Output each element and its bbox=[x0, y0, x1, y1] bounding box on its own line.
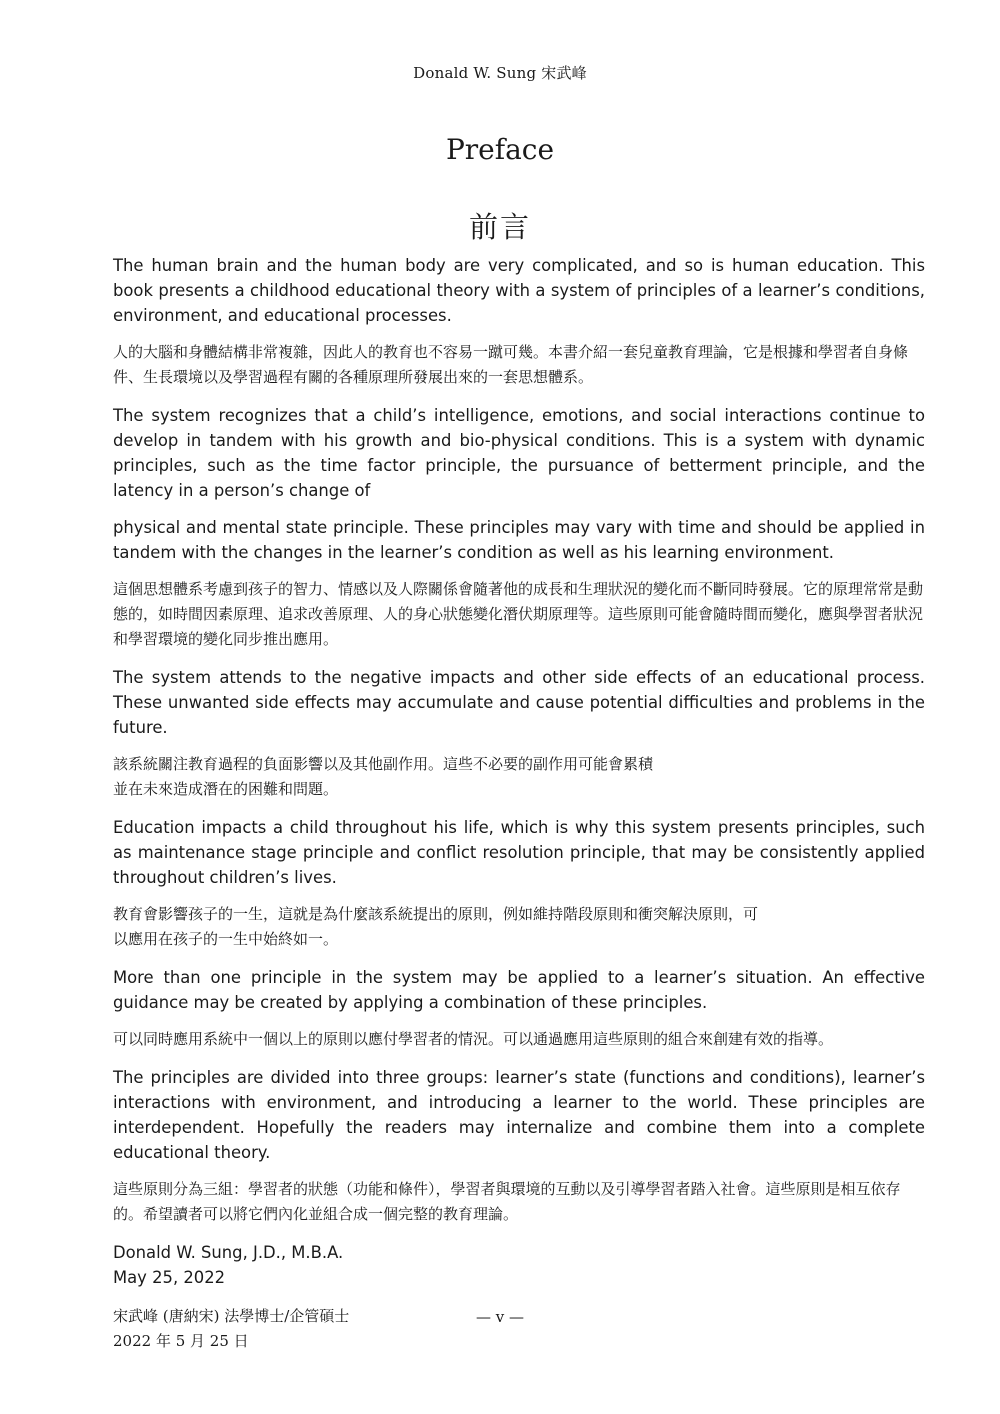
preface-body bbox=[113, 253, 925, 1354]
paragraph-4-english: Education impacts a child throughout his life, which is why this system presents principles, such as maintenance stage principle and conflict resolution principle, that may be consistently applied throughout children’s lives. bbox=[113, 818, 925, 887]
paragraph-3-chinese bbox=[113, 752, 925, 802]
paragraph-1-chinese: 人的大腦和身體結構非常複雜，因此人的教育也不容易一蹴可幾。本書介紹一套兒童教育理論，它是根據和學習者自身條件、生長環境以及學習過程有關的各種原理所發展出來的一套思想體系。 bbox=[113, 343, 909, 386]
page-title-english: Preface bbox=[445, 133, 555, 166]
signature-name-chinese: 宋武峰 (唐納宋) 法學博士/企管碩士 bbox=[113, 1307, 350, 1325]
paragraph-5-chinese: 可以同時應用系統中一個以上的原則以應付學習者的情況。可以通過應用這些原則的組合來創建有效的指導。 bbox=[113, 1030, 834, 1048]
signature-date-chinese: 2022 年 5 月 25 日 bbox=[113, 1332, 249, 1350]
paragraph-2-chinese: 這個思想體系考慮到孩子的智力、情感以及人際關係會隨著他的成長和生理狀況的變化而不斷同時發展。它的原理常常是動態的，如時間因素原理、追求改善原理、人的身心狀態變化潛伏期原理等。這些原則可能會隨時間而變化，應與學習者狀況和學習環境的變化同步推出應用。 bbox=[113, 580, 924, 648]
paragraph-6-chinese: 這些原則分為三組：學習者的狀態（功能和條件），學習者與環境的互動以及引導學習者踏入社會。這些原則是相互依存的。希望讀者可以將它們內化並組合成一個完整的教育理論。 bbox=[113, 1180, 901, 1223]
paragraph-5-english: More than one principle in the system may be applied to a learner’s situation. An effective guidance may be created by applying a combination of these principles. bbox=[113, 968, 925, 1012]
paragraph-3-chinese-line-2: 並在未來造成潛在的困難和問題。 bbox=[113, 780, 339, 798]
paragraph-2-english-continued: physical and mental state principle. These principles may vary with time and should be applied in tandem with the changes in the learner’s condition as well as his learning environment. bbox=[113, 518, 925, 562]
running-header: Donald W. Sung 宋武峰 bbox=[413, 64, 587, 82]
paragraph-2-english: The system recognizes that a child’s intelligence, emotions, and social interactions continue to develop in tandem with his growth and bio-physical conditions. This is a system with dynamic principles, such as the time factor principle, the pursuance of betterment principle, and the latency in a person’s change of bbox=[113, 406, 925, 500]
paragraph-4-chinese bbox=[113, 902, 925, 952]
page-number: — v — bbox=[475, 1308, 524, 1326]
paragraph-4-chinese-line-2: 以應用在孩子的一生中始終如一。 bbox=[113, 930, 339, 948]
paragraph-3-english: The system attends to the negative impacts and other side effects of an educational process. These unwanted side effects may accumulate and cause potential difficulties and problems in the future. bbox=[113, 668, 925, 737]
signature-name-english: Donald W. Sung, J.D., M.B.A. bbox=[113, 1243, 344, 1262]
page-title-chinese: 前言 bbox=[468, 210, 531, 244]
paragraph-3-chinese-line-1: 該系統關注教育過程的負面影響以及其他副作用。這些不必要的副作用可能會累積 bbox=[113, 755, 654, 773]
paragraph-1-english: The human brain and the human body are very complicated, and so is human education. This book presents a childhood educational theory with a system of principles of a learner’s conditions, environment, and educational processes. bbox=[113, 256, 925, 325]
signature-date-english: May 25, 2022 bbox=[113, 1268, 226, 1287]
signature-block bbox=[113, 1240, 925, 1354]
paragraph-6-english: The principles are divided into three groups: learner’s state (functions and conditions), learner’s interactions with environment, and introducing a learner to the world. These principles are interdependent. Hopefully the readers may internalize and combine them into a complete educational theory. bbox=[113, 1068, 925, 1162]
paragraph-4-chinese-line-1: 教育會影響孩子的一生，這就是為什麼該系統提出的原則，例如維持階段原則和衝突解決原則，可 bbox=[113, 905, 759, 923]
